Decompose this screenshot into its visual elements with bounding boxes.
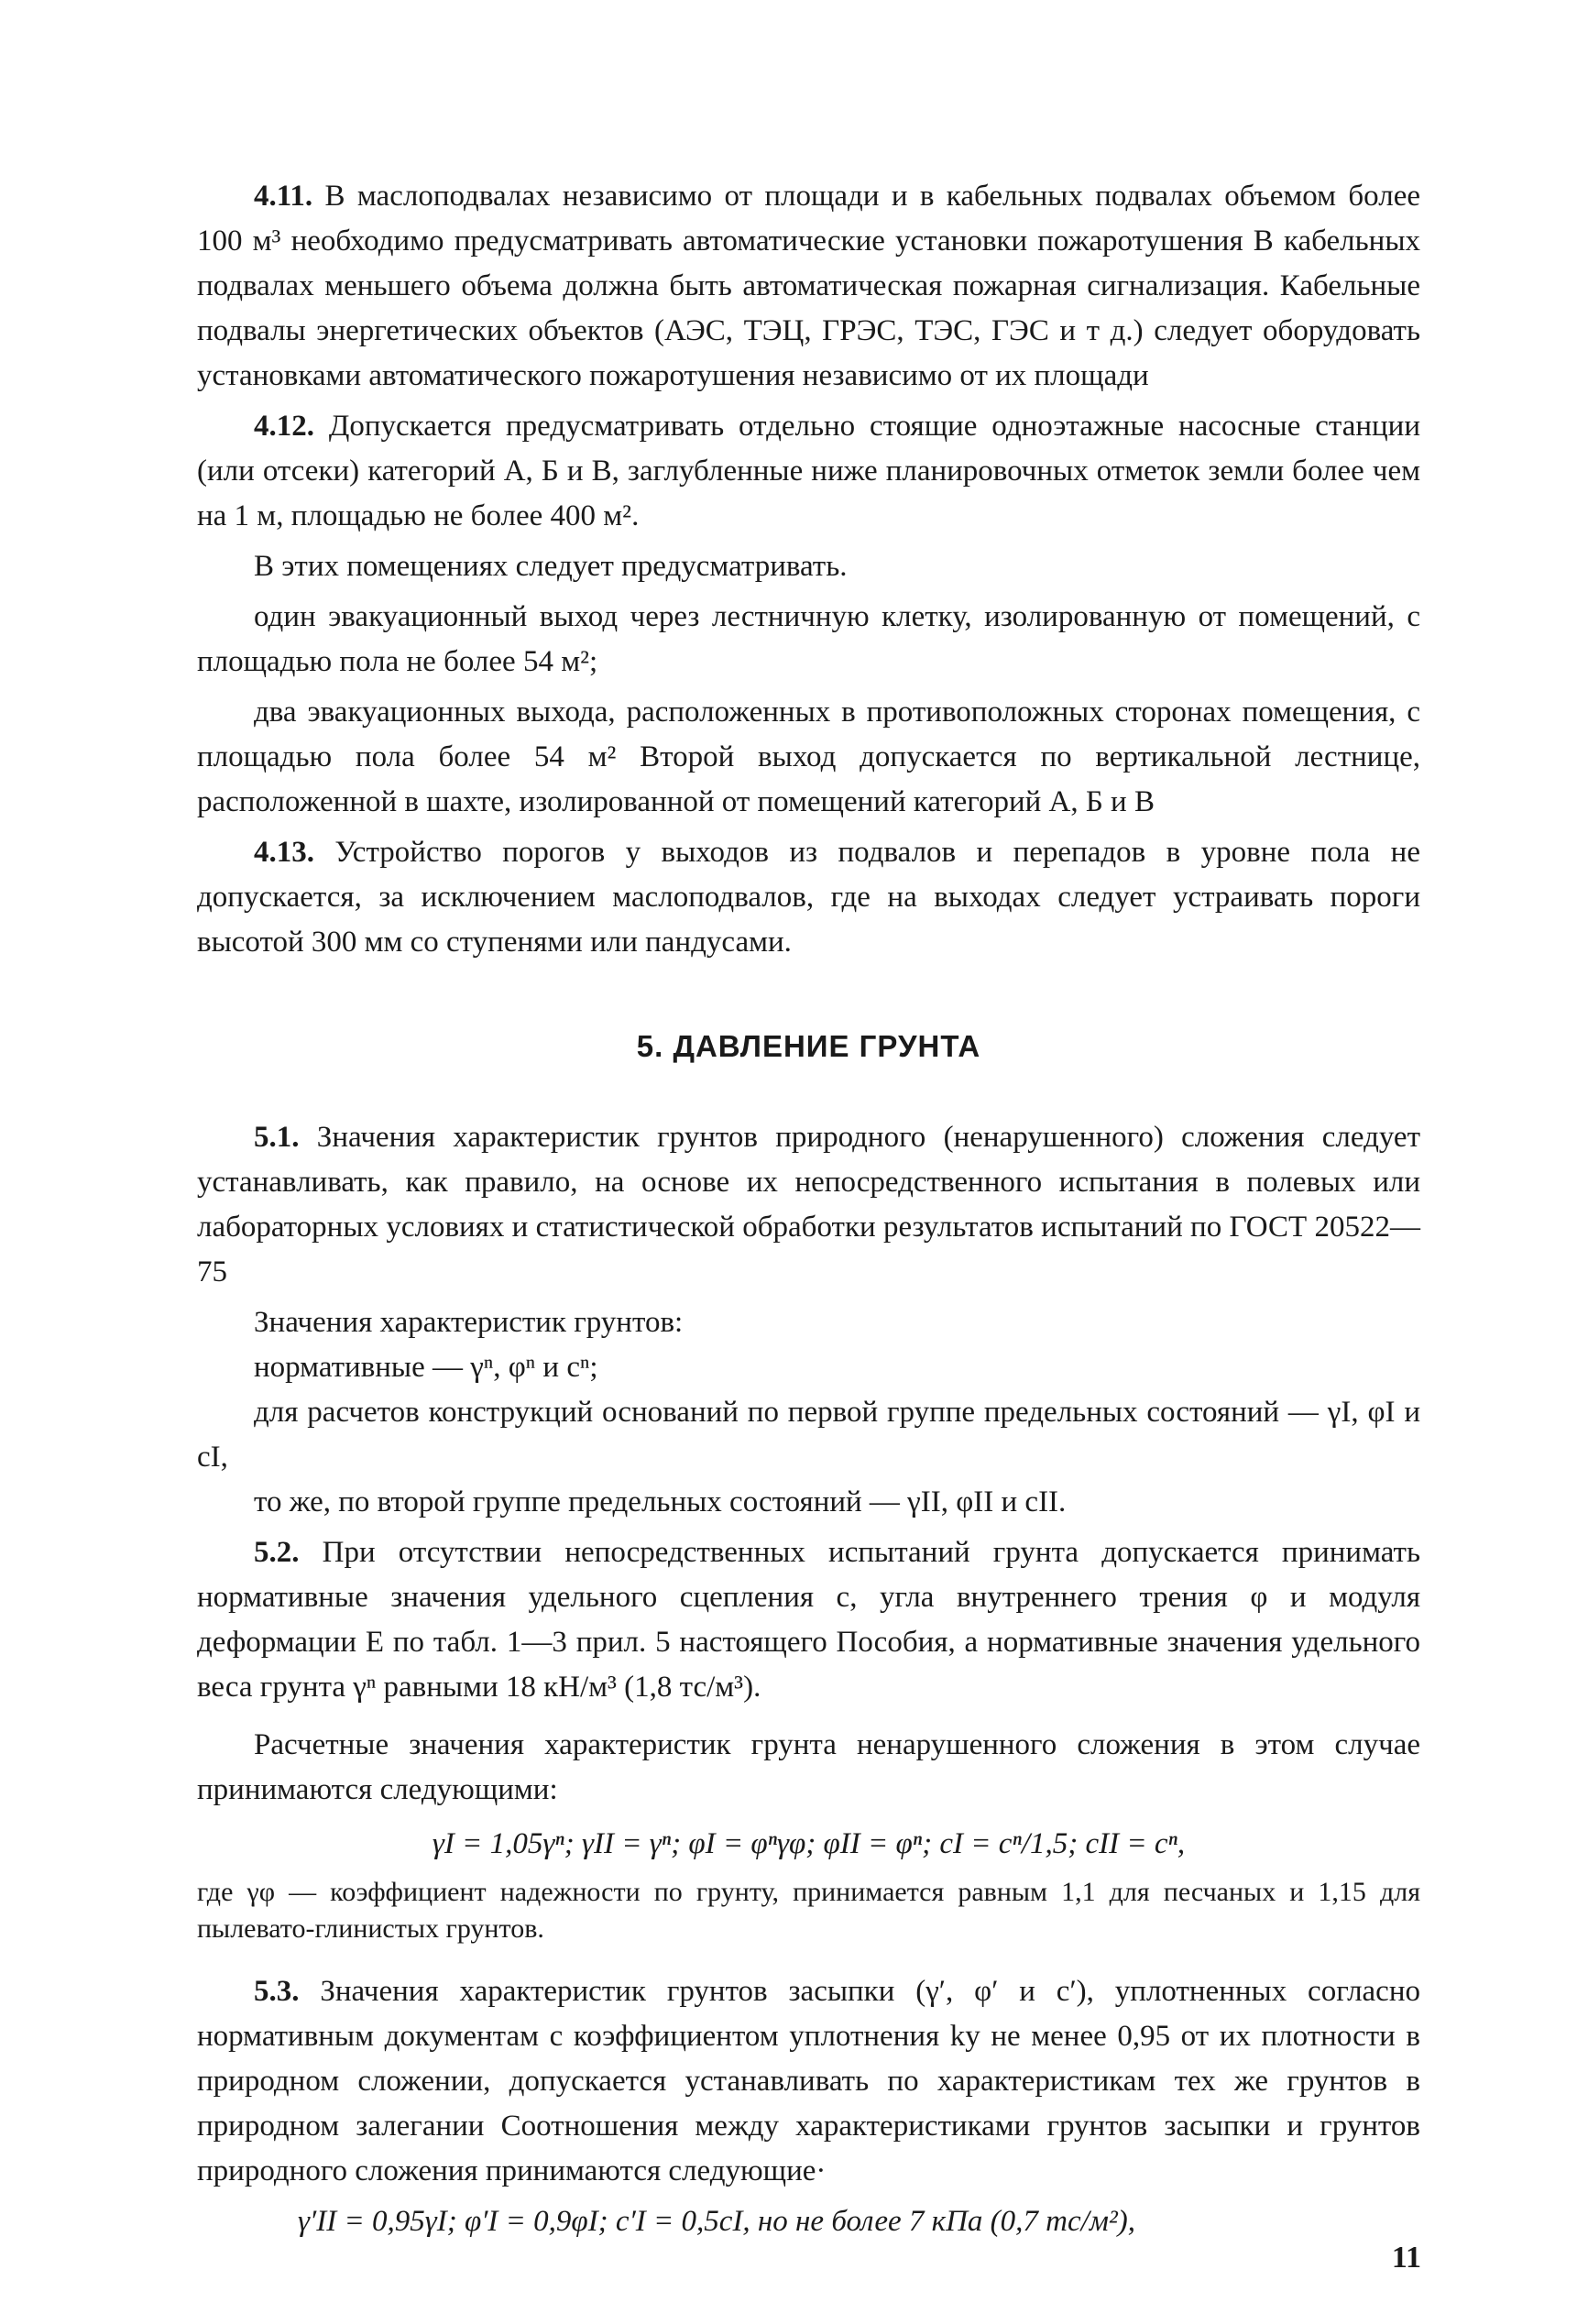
page-number: 11	[1391, 2241, 1421, 2275]
paragraph-5-1-item-1: нормативные — γⁿ, φⁿ и cⁿ;	[254, 1351, 598, 1384]
clause-text: Допускается предусматривать отдельно стоящие одноэтажные насосные станции (или отсеки) категорий А, Б и В, заглубленные ниже планировочных отметок земли более чем на 1 м, площадью не более 400 м².	[197, 410, 1420, 532]
paragraph-5-3	[197, 1969, 1420, 2194]
paragraph-5-2-note: где γφ — коэффициент надежности по грунту, принимается равным 1,1 для песчаных и 1,15 для пылевато-глинистых грунтов.	[197, 1877, 1420, 1944]
paragraph-5-1-item-3: то же, по второй группе предельных состояний — γII, φII и cII.	[254, 1485, 1067, 1518]
clause-number: 5.1.	[254, 1121, 300, 1154]
formula-design-values: γI = 1,05γⁿ; γII = γⁿ; φI = φⁿγφ; φII = φⁿ; cI = cⁿ/1,5; cII = cⁿ,	[432, 1827, 1186, 1860]
clause-text: При отсутствии непосредственных испытаний грунта допускается принимать нормативные значения удельного сцепления c, угла внутреннего трения φ и модуля деформации E по табл. 1—3 прил. 5 настоящего Пособия, а нормативные значения удельного веса грунта γⁿ равными 18 кН/м³ (1,8 тс/м³).	[197, 1536, 1420, 1704]
clause-number: 4.13.	[254, 836, 314, 869]
clause-number: 4.12.	[254, 410, 314, 443]
paragraph-4-12	[197, 404, 1420, 539]
clause-text: В маслоподвалах независимо от площади и в кабельных подвалах объемом более 100 м³ необходимо предусматривать автоматические установки пожаротушения В кабельных подвалах меньшего объема должна быть автоматическая пожарная сигнализация. Кабельные подвалы энергетических объектов (АЭС, ТЭЦ, ГРЭС, ТЭС, ГЭС и т д.) следует оборудовать установками автоматического пожаротушения независимо от их площади	[197, 180, 1420, 392]
formula-backfill-values: γ′II = 0,95γI; φ′I = 0,9φI; c′I = 0,5cI, но не более 7 кПа (0,7 тс/м²),	[298, 2205, 1136, 2238]
paragraph-4-12-item-1: один эвакуационный выход через лестничную клетку, изолированную от помещений, с площадью пола не более 54 м²;	[197, 600, 1420, 678]
section-heading: 5. ДАВЛЕНИЕ ГРУНТА	[636, 1029, 981, 1063]
paragraph-4-12-list-intro: В этих помещениях следует предусматривать.	[254, 550, 848, 583]
paragraph-4-12-item-2: два эвакуационных выхода, расположенных в противоположных сторонах помещения, с площадью пола более 54 м² Второй выход допускается по вертикальной лестнице, расположенной в шахте, изолированной от помещений категорий А, Б и В	[197, 696, 1420, 818]
document-page	[197, 174, 1420, 2282]
paragraph-5-2	[197, 1530, 1420, 1710]
paragraph-5-2-b: Расчетные значения характеристик грунта ненарушенного сложения в этом случае принимаются следующими:	[197, 1728, 1420, 1806]
clause-number: 4.11.	[254, 180, 313, 213]
paragraph-4-11	[197, 174, 1420, 399]
clause-text: Значения характеристик грунтов природного (ненарушенного) сложения следует устанавливать, как правило, на основе их непосредственного испытания в полевых или лабораторных условиях и статистической обработки результатов испытаний по ГОСТ 20522—75	[197, 1121, 1420, 1288]
clause-text: Устройство порогов у выходов из подвалов и перепадов в уровне пола не допускается, за исключением маслоподвалов, где на выходах следует устраивать пороги высотой 300 мм со ступенями или пандусами.	[197, 836, 1420, 959]
clause-number: 5.2.	[254, 1536, 300, 1569]
paragraph-5-1-item-2: для расчетов конструкций оснований по первой группе предельных состояний — γI, φI и cI,	[197, 1396, 1420, 1474]
paragraph-4-13	[197, 830, 1420, 965]
paragraph-5-1	[197, 1115, 1420, 1295]
clause-text: Значения характеристик грунтов засыпки (γ′, φ′ и c′), уплотненных согласно нормативным документам с коэффициентом уплотнения ky не менее 0,95 от их плотности в природном сложении, допускается устанавливать по характеристикам тех же грунтов в природном залегании Соотношения между характеристиками грунтов засыпки и грунтов природного сложения принимаются следующие·	[197, 1975, 1420, 2187]
clause-number: 5.3.	[254, 1975, 300, 2008]
paragraph-5-1-intro: Значения характеристик грунтов:	[254, 1306, 684, 1339]
